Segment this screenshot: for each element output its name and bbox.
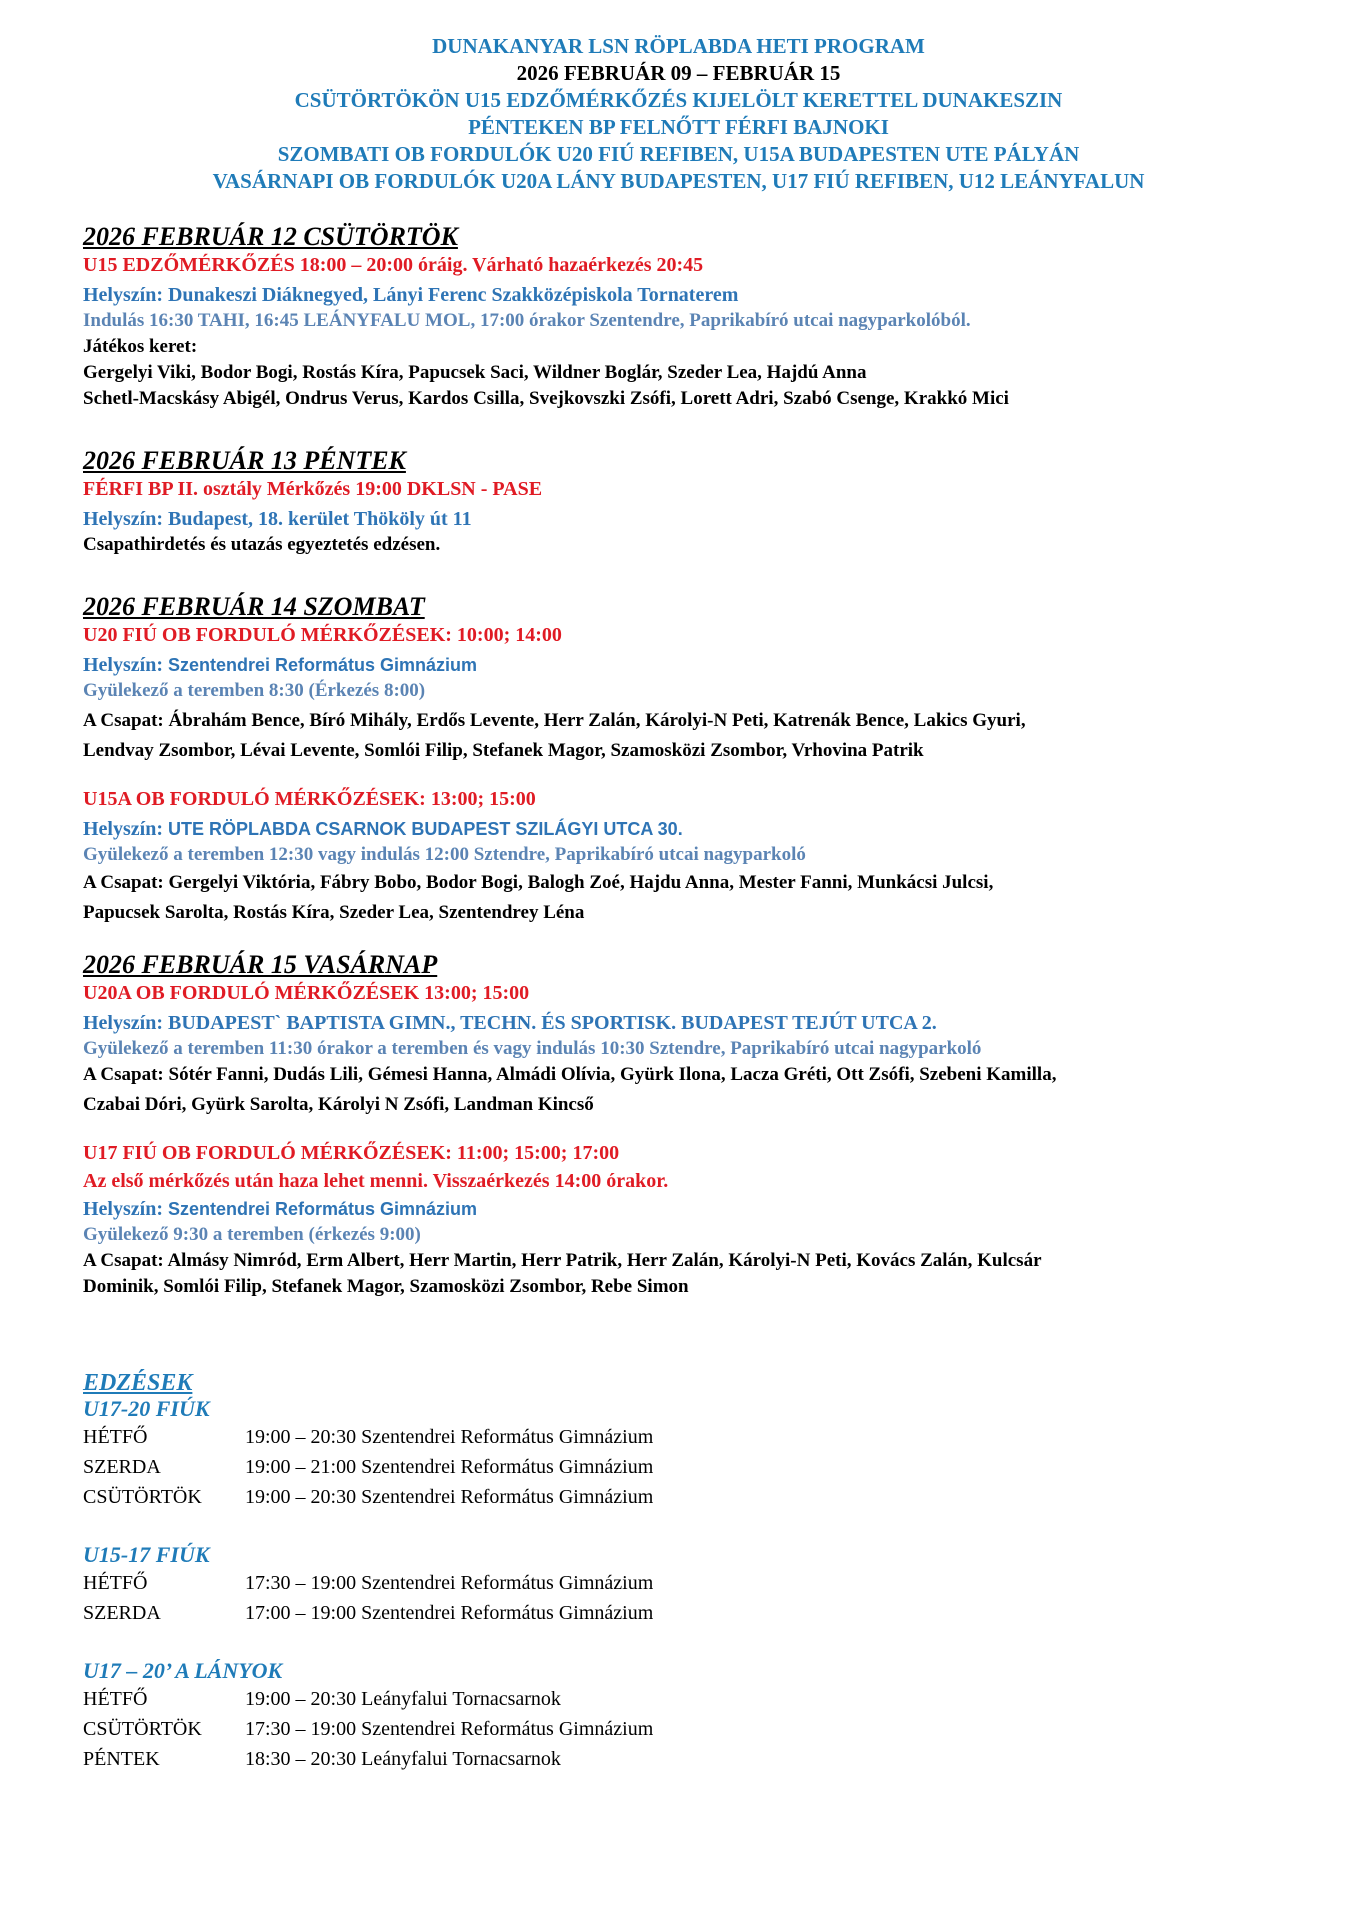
summary-line: PÉNTEKEN BP FELNŐTT FÉRFI BAJNOKI [468, 115, 889, 139]
training-day: HÉTFŐ [83, 1425, 148, 1448]
team-line: A Csapat: Sótér Fanni, Dudás Lili, Gémesi Hanna, Almádi Olívia, Gyürk Ilona, Lacza Gréti, Ott Zsófi, Szebeni Kamilla, [83, 1064, 1057, 1085]
training-table [83, 1568, 653, 1628]
training-row [83, 1684, 653, 1714]
training-group-title: U17 – 20’ A LÁNYOK [83, 1658, 283, 1683]
day-section-thursday [83, 222, 1343, 412]
team-line: Czabai Dóri, Gyürk Sarolta, Károlyi N Zsófi, Landman Kincső [83, 1094, 594, 1115]
meeting-line: Gyülekező a teremben 8:30 (Érkezés 8:00) [83, 680, 426, 701]
meeting-line: Gyülekező a teremben 12:30 vagy indulás 12:00 Sztendre, Paprikabíró utcai nagyparkoló [83, 844, 806, 865]
location-label: Helyszín: [83, 818, 168, 840]
team-line: Papucsek Sarolta, Rostás Kíra, Szeder Lea, Szentendrey Léna [83, 902, 585, 923]
training-info: 19:00 – 20:30 Szentendrei Református Gimnázium [245, 1485, 654, 1508]
roster-line: Schetl-Macskásy Abigél, Ondrus Verus, Kardos Csilla, Svejkovszki Zsófi, Lorett Adri, Szabó Csenge, Krakkó Mici [83, 388, 1009, 409]
header [0, 33, 1357, 195]
team-line: A Csapat: Almásy Nimród, Erm Albert, Herr Martin, Herr Patrik, Herr Zalán, Károlyi-N Peti, Kovács Zalán, Kulcsár [83, 1250, 1042, 1271]
training-info: 17:30 – 19:00 Szentendrei Református Gimnázium [245, 1571, 654, 1594]
training-day: SZERDA [83, 1601, 161, 1624]
summary-line: SZOMBATI OB FORDULÓK U20 FIÚ REFIBEN, U15A BUDAPESTEN UTE PÁLYÁN [277, 142, 1080, 166]
training-info: 17:00 – 19:00 Szentendrei Református Gimnázium [245, 1601, 654, 1624]
training-day: CSÜTÖRTÖK [83, 1717, 202, 1740]
program-title: DUNAKANYAR LSN RÖPLABDA HETI PROGRAM [432, 34, 925, 58]
note-line: Az első mérkőzés után haza lehet menni. Visszaérkezés 14:00 órakor. [83, 1170, 669, 1192]
team-line: A Csapat: Ábrahám Bence, Bíró Mihály, Erdős Levente, Herr Zalán, Károlyi-N Peti, Katrenák Bence, Lakics Gyuri, [83, 710, 1026, 731]
program-dates: 2026 FEBRUÁR 09 – FEBRUÁR 15 [516, 61, 841, 85]
day-heading: 2026 FEBRUÁR 14 SZOMBAT [83, 592, 425, 621]
location-line: Helyszín: Dunakeszi Diáknegyed, Lányi Ferenc Szakközépiskola Tornaterem [83, 284, 739, 306]
event-line: U20 FIÚ OB FORDULÓ MÉRKŐZÉSEK: 10:00; 14:00 [83, 624, 562, 646]
event-line: U20A OB FORDULÓ MÉRKŐZÉSEK 13:00; 15:00 [83, 982, 530, 1004]
location-line [83, 816, 1343, 842]
trainings-section [83, 1370, 1343, 1774]
training-group-title: U17-20 FIÚK [83, 1396, 210, 1421]
location-line: Helyszín: Budapest, 18. kerület Thököly út 11 [83, 508, 472, 530]
roster-label: Játékos keret: [83, 336, 198, 357]
location-label: Helyszín: [83, 654, 168, 676]
training-row [83, 1744, 653, 1774]
training-row [83, 1482, 653, 1512]
summary-line: VASÁRNAPI OB FORDULÓK U20A LÁNY BUDAPESTEN, U17 FIÚ REFIBEN, U12 LEÁNYFALUN [212, 169, 1145, 193]
meeting-line: Gyülekező a teremben 11:30 órakor a teremben és vagy indulás 10:30 Sztendre, Paprikabíró utcai nagyparkoló [83, 1038, 982, 1059]
location-line: Helyszín: BUDAPEST` BAPTISTA GIMN., TECHN. ÉS SPORTISK. BUDAPEST TEJÚT UTCA 2. [83, 1012, 937, 1034]
location-value: Szentendrei Református Gimnázium [168, 1199, 478, 1219]
note-line: Csapathirdetés és utazás egyeztetés edzésen. [83, 534, 441, 555]
meeting-line: Gyülekező 9:30 a teremben (érkezés 9:00) [83, 1224, 421, 1245]
training-day: PÉNTEK [83, 1747, 160, 1770]
training-info: 18:30 – 20:30 Leányfalui Tornacsarnok [245, 1747, 561, 1770]
event-line: FÉRFI BP II. osztály Mérkőzés 19:00 DKLSN - PASE [83, 478, 543, 500]
training-group-title: U15-17 FIÚK [83, 1542, 210, 1567]
training-row [83, 1422, 653, 1452]
departure-line: Indulás 16:30 TAHI, 16:45 LEÁNYFALU MOL, 17:00 órakor Szentendre, Paprikabíró utcai nagyparkolóból. [83, 310, 971, 331]
training-row [83, 1568, 653, 1598]
team-line: Lendvay Zsombor, Lévai Levente, Somlói Filip, Stefanek Magor, Szamosközi Zsombor, Vrhovina Patrik [83, 740, 924, 761]
day-section-sunday [83, 950, 1343, 1300]
training-table [83, 1422, 653, 1512]
event-line: U15 EDZŐMÉRKŐZÉS 18:00 – 20:00 óráig. Várható hazaérkezés 20:45 [83, 254, 704, 276]
training-row [83, 1598, 653, 1628]
schedule-content [83, 222, 1343, 1774]
team-line: A Csapat: Gergelyi Viktória, Fábry Bobo, Bodor Bogi, Balogh Zoé, Hajdu Anna, Mester Fanni, Munkácsi Julcsi, [83, 872, 994, 893]
training-day: CSÜTÖRTÖK [83, 1485, 202, 1508]
day-heading: 2026 FEBRUÁR 13 PÉNTEK [83, 446, 406, 475]
location-line [83, 1196, 1343, 1222]
day-heading: 2026 FEBRUÁR 12 CSÜTÖRTÖK [83, 222, 458, 251]
training-day: SZERDA [83, 1455, 161, 1478]
team-line: Dominik, Somlói Filip, Stefanek Magor, Szamosközi Zsombor, Rebe Simon [83, 1276, 689, 1297]
training-row [83, 1714, 653, 1744]
training-table [83, 1684, 653, 1774]
day-heading: 2026 FEBRUÁR 15 VASÁRNAP [83, 950, 438, 979]
training-info: 19:00 – 20:30 Leányfalui Tornacsarnok [245, 1687, 561, 1710]
location-label: Helyszín: [83, 1198, 168, 1220]
location-value: UTE RÖPLABDA CSARNOK BUDAPEST SZILÁGYI UTCA 30. [168, 819, 683, 839]
training-row [83, 1452, 653, 1482]
location-value: Szentendrei Református Gimnázium [168, 655, 478, 675]
training-info: 17:30 – 19:00 Szentendrei Református Gimnázium [245, 1717, 654, 1740]
day-section-friday [83, 446, 1343, 558]
roster-line: Gergelyi Viki, Bodor Bogi, Rostás Kíra, Papucsek Saci, Wildner Boglár, Szeder Lea, Hajdú Anna [83, 362, 867, 383]
summary-line: CSÜTÖRTÖKÖN U15 EDZŐMÉRKŐZÉS KIJELÖLT KERETTEL DUNAKESZIN [294, 88, 1063, 112]
location-line [83, 652, 1343, 678]
day-section-saturday [83, 592, 1343, 926]
trainings-title: EDZÉSEK [83, 1370, 193, 1396]
training-info: 19:00 – 21:00 Szentendrei Református Gimnázium [245, 1455, 654, 1478]
event-line: U15A OB FORDULÓ MÉRKŐZÉSEK: 13:00; 15:00 [83, 788, 536, 810]
training-info: 19:00 – 20:30 Szentendrei Református Gimnázium [245, 1425, 654, 1448]
event-line: U17 FIÚ OB FORDULÓ MÉRKŐZÉSEK: 11:00; 15:00; 17:00 [83, 1142, 620, 1164]
training-day: HÉTFŐ [83, 1687, 148, 1710]
training-day: HÉTFŐ [83, 1571, 148, 1594]
